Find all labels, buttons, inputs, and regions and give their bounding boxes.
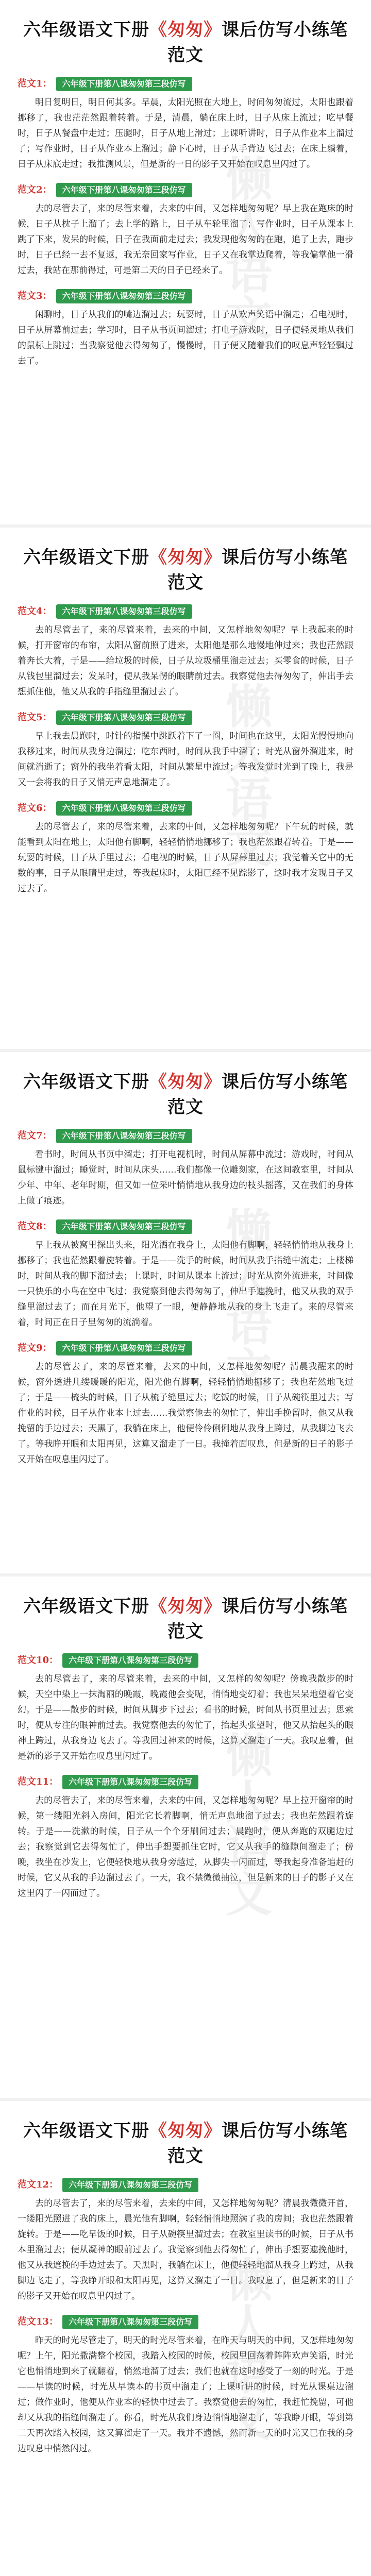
section-title [18,1592,353,1642]
piece-label-badge: 六年级下册第八课匆匆第三段仿写 [56,183,192,197]
piece-text: 去的尽管去了，来的尽管来着，去来的中间，又怎样地匆匆呢？早上我在跑床的时候，日子从枕子上溜了；去上学的路上，日子从车轮里溜了；写作业时，日子从课本上跳了下来，发呆的时候，日子在我面前走过去；我发现他匆匆的在跑，追了上去，跑步时，日子已经一去不复返，我无奈回家写作业，日子又在我掌边爬着，等我偏掌他一滑过去，我站在那前得过，可是第二天的日子已经来了。 [18,204,353,276]
piece-header [18,289,353,304]
piece-label-badge: 六年级下册第八课匆匆第三段仿写 [62,2178,198,2192]
piece-header [18,1219,353,1234]
piece-text: 去的尽管去了，来的尽管来着，去来的中间，又怎样的匆匆呢？傍晚我散步的时候，天空中染上一抹淘丽的晚霞，晚霞他会变呢，悄悄地变幻着；我也呆呆地望着它变幻。于是——散步的时候，时间从脚步下过去；看书的时候，时间从书页里过去；思索时，便从专注的眼神前过去。我觉察他去的匆忙了，抬起头张望时，他又从抬起头的眼神上跨过，从我身边飞去了。等我回过神来的时候，这算又溜走了一天。我叹息着，但是新的影子又开始在叹息里闪过了。 [18,1674,353,1761]
piece-text: 去的尽管去了，来的尽管来着，去来的中间，又怎样地匆匆呢？清晨我醒来的时候，窗外透进几缕暖暖的阳光，阳光他有脚啊，轻轻悄悄地挪移了；我也茫然地飞过了；于是——梳头的时候，日子从梳子缝里过去；吃饭的时候，日子从碗筷里过去；写作业的时候，日子从作业本上过去……我觉察他去的匆忙了，伸出手挽留时，他又从我挽留的手边过去；天黑了，我躺在床上，他便伶伶俐俐地从我身上跨过，从我脚边飞去了。等我睁开眼和太阳再见，这算又溜走了一日。我掩着面叹息，但是新的日子的影子又开始在叹息里闪过了。 [18,1362,353,1465]
piece-label-badge: 六年级下册第八课匆匆第三段仿写 [56,604,192,619]
watermark: 懒人语文 [217,1207,272,1392]
title-book-name: 《匆匆》 [149,547,222,568]
piece-number: 范文1： [18,78,52,89]
watermark: 懒人语文 [217,155,272,340]
piece-header [18,801,353,816]
piece-label-badge: 六年级下册第八课匆匆第三段仿写 [56,1341,192,1355]
piece-text: 去的尽管去了，来的尽管来着，去来的中间，又怎样地匆匆呢？早上我起来的时候，打开窗帘的布帘，太阳从窗前照了进来，太阳他是那么地慢地伸过来；我也茫然跟着奔长大着，于是——给垃圾的时候，日子从垃圾桶里溜走过去；买零食的时候，日子从钱包里溜过去；发呆时，便从我呆愣的眼睛前过去。我察觉他去得匆匆了，伸出手去想抓住他，他又从我的手指缝里溜过去了。 [18,625,353,697]
essay-piece [18,604,353,700]
piece-label-badge: 六年级下册第八课匆匆第三段仿写 [56,801,192,816]
piece-list [18,2177,353,2456]
piece-text: 去的尽管去了，来的尽管来着，去来的中间，又怎样地匆匆呢？下午玩的时候，就能看到太阳在地上，太阳他有脚啊，轻轻悄悄地挪移了；我也茫然跟着转着。于是——玩耍的时候，日子从手里过去；看电视的时候，日子从屏幕里过去；我觉着关它中的无数的事，日子从眼睛里走过，等我起床时，太阳已经不见踪影了，这时我才发现日子又过去了。 [18,822,353,894]
piece-header [18,1774,353,1790]
document-section [0,2098,371,2576]
piece-number: 范文12： [18,2179,59,2190]
piece-header [18,2177,353,2193]
piece-label-badge: 六年级下册第八课匆匆第三段仿写 [62,1775,198,1789]
piece-number: 范文2： [18,184,52,195]
piece-label-badge: 六年级下册第八课匆匆第三段仿写 [62,1653,198,1668]
piece-header [18,1128,353,1144]
essay-piece [18,801,353,896]
piece-number: 范文5： [18,712,52,723]
essay-piece [18,1219,353,1330]
piece-text: 闲聊时，日子从我们的嘴边溜过去；玩耍时，日子从欢声笑语中溜走；看电视时，日子从屏幕前过去；学习时，日子从书页间溜过；打电子游戏时，日子便轻灵地从我们的鼠标上跳过；当我察觉他去得匆匆了，慢慢时，日子便又随着我们的叹息声轻轻飘过去了。 [18,310,353,366]
piece-label-badge: 六年级下册第八课匆匆第三段仿写 [62,2315,198,2329]
piece-number: 范文4： [18,606,52,617]
piece-number: 范文11： [18,1776,59,1787]
piece-list [18,604,353,896]
watermark: 懒人语文 [217,2256,272,2441]
piece-header [18,76,353,92]
essay-piece [18,182,353,278]
essay-piece [18,289,353,369]
piece-label-badge: 六年级下册第八课匆匆第三段仿写 [56,1219,192,1234]
title-suffix: 课后仿写小练笔范文 [167,1596,348,1642]
piece-header [18,1653,353,1668]
section-title [18,15,353,66]
piece-text: 早上我从被窝里探出头来，阳光洒在我身上，太阳他有脚啊，轻轻悄悄地从我身上挪移了；我也茫然跟着旋转着。于是——洗手的时候，时间从我手指缝中流走；上楼梯时，时间从我的脚下溜过去；上课时，时间从课本上流过；时光从窗外流进来，时间像一只快乐的小鸟在空中飞过；我觉察到他去得匆匆了，伸出手遮挽时，他又从我的双手缝里溜过去了；而在月光下，他望了一眼，便静静地从我的身上飞走了。来的尽管来着，时间正在日子里匆匆的流淌着。 [18,1240,353,1328]
piece-number: 范文13： [18,2316,59,2327]
piece-header [18,710,353,725]
title-prefix: 六年级语文下册 [23,1596,149,1617]
title-suffix: 课后仿写小练笔范文 [167,20,348,65]
piece-label-badge: 六年级下册第八课匆匆第三段仿写 [56,77,192,91]
title-suffix: 课后仿写小练笔范文 [167,2121,348,2166]
watermark: 懒人语文 [217,682,272,868]
piece-number: 范文6： [18,803,52,814]
title-book-name: 《匆匆》 [149,1072,222,1092]
section-title [18,1067,353,1118]
document-section [0,0,371,524]
title-prefix: 六年级语文下册 [23,20,149,40]
piece-number: 范文9： [18,1343,52,1353]
essay-piece [18,1341,353,1467]
title-book-name: 《匆匆》 [149,1596,222,1617]
document-section [0,524,371,1049]
piece-text: 看书时，时间从书页中溜走；打开电视机时，时间从屏幕中流过；游戏时，时间从鼠标键中溜过；睡觉时，时间从床头……我们都像一位雕刻家，在这间教室里，时间从少年、中年、老年时期，但又如一位采叶悄悄地从我身边的枝头摇落，又在我们的身体上做了痕迹。 [18,1149,353,1206]
title-suffix: 课后仿写小练笔范文 [167,1072,348,1117]
title-prefix: 六年级语文下册 [23,547,149,568]
piece-number: 范文7： [18,1130,52,1141]
essay-piece [18,2177,353,2304]
piece-label-badge: 六年级下册第八课匆匆第三段仿写 [56,289,192,303]
essay-piece [18,76,353,172]
piece-list [18,76,353,369]
piece-header [18,182,353,198]
piece-list [18,1128,353,1467]
piece-text: 明日复明日，明日何其多。早晨，太阳光照在大地上，时间匆匆流过，太阳也跟着挪移了，我也茫茫然跟着转着。于是，清晨，躺在床上时，日子从床上流过；吃早餐时，日子从餐盘中走过；压腿时，日子从地上滑过；上课听讲时，日子从作业本上溜过了；写作业时，日子从作业本上溜过；静下心时，日子从手背边飞过去；在床上躺着，日子从床底走过；我推测风景，但是新的一日的影子又开始在叹息里闪过了。 [18,97,353,170]
title-prefix: 六年级语文下册 [23,2121,149,2141]
piece-header [18,604,353,619]
piece-header [18,2314,353,2330]
piece-text: 去的尽管去了，来的尽管来着，去来的中间，又怎样地匆匆呢？清晨我微微开首，一缕阳光照进了我的床上，晨光他有脚啊，轻轻悄悄地照满了我的房间；我也茫然跟着旋转。于是——吃早饭的时候，日子从碗筷里溜过去；在教室里读书的时候，日子从书本里溜过去；便从凝神的眼前过去了。我觉察到他去得匆忙了，伸出手想要遮挽他时，他又从我遮挽的手边过去了。天黑时，我躺在床上，他便轻轻地溜从我身上跨过，从我脚边飞走了，等我睁开眼和太阳再见，这算又溜走了一日。我叹息了，但是新来的日子的影子又开始在叹息里闪过了。 [18,2198,353,2301]
essay-piece [18,1774,353,1901]
title-book-name: 《匆匆》 [149,20,222,40]
section-title [18,2116,353,2167]
essay-piece [18,1653,353,1764]
document-section [0,1049,371,1573]
essay-piece [18,1128,353,1209]
piece-label-badge: 六年级下册第八课匆匆第三段仿写 [56,1129,192,1143]
document-section [0,1573,371,2098]
piece-number: 范文10： [18,1655,59,1666]
piece-text: 去的尽管去了，来的尽管来着，去来的中间，又怎样地匆匆呢？早上拉开窗帘的时候，第一缕阳光斜入房间，阳光它长着脚啊，悄无声息地溜了过去；我也茫然跟着旋转。于是——洗漱的时候，日子从一个个牙刷间过去；晨跑时，便从奔跑的双腿边过去；我察觉到它去得匆忙了，伸出手想要抓住它时，它又从我手的缝隙间溜走了；傍晚，我坐在沙发上，它便轻快地从我身旁越过，从脚尖一闪而过，等我起身准备追赶的时候，它又从我的手边溜过去了。一天，我不禁微微抽泣，但是新来的日子的影子又在这里闪了一闪而过了。 [18,1795,353,1899]
section-title [18,543,353,594]
piece-label-badge: 六年级下册第八课匆匆第三段仿写 [56,710,192,725]
title-prefix: 六年级语文下册 [23,1072,149,1092]
piece-number: 范文8： [18,1221,52,1232]
piece-header [18,1341,353,1356]
title-suffix: 课后仿写小练笔范文 [167,547,348,593]
title-book-name: 《匆匆》 [149,2121,222,2141]
piece-text: 昨天的时光尽管走了，明天的时光尽管来着，在昨天与明天的中间，又怎样地匆匆呢？上午，阳光撒满整个校园，我踏入校园的时候，校园里回荡着阵阵欢声笑语，时光它也悄悄地到来了就翻着，悄然地溜了过去；我们也就在这时感受了一刻的时光。于是——早读的时候，时光从早读本的书页中溜走了；上课听讲的时候，时光从课桌边溜过；做作业时，他便从作业本的轻快中过去了。我察觉他去的匆忙，我赶忙挽留，可他却又从我的指缝间溜走了。你看，时光从我们身边悄悄地溜走了，等我睁开眼，等到第二天再次踏入校园，这又算溜走了一天。我并不遗憾，然而新一天的时光又已在我的身边叹息中悄然闪过。 [18,2335,353,2454]
piece-list [18,1653,353,1901]
essay-piece [18,710,353,790]
watermark: 懒人语文 [217,1731,272,1917]
essay-piece [18,2314,353,2456]
piece-text: 早上我去晨跑时，时针的指摆中跳跃着下了一圈，时间也在这里，太阳光慢慢地向我移过来，时间从我身边溜过；吃东西时，时间从我手中溜了；时光从窗外溜进来，时间就消逝了；窗外的我坐着看太阳，时间从繁星中流过；等我发觉时光到了晚上，我是又一会将我的日子又悄无声息地溜走了。 [18,731,353,788]
piece-number: 范文3： [18,291,52,301]
